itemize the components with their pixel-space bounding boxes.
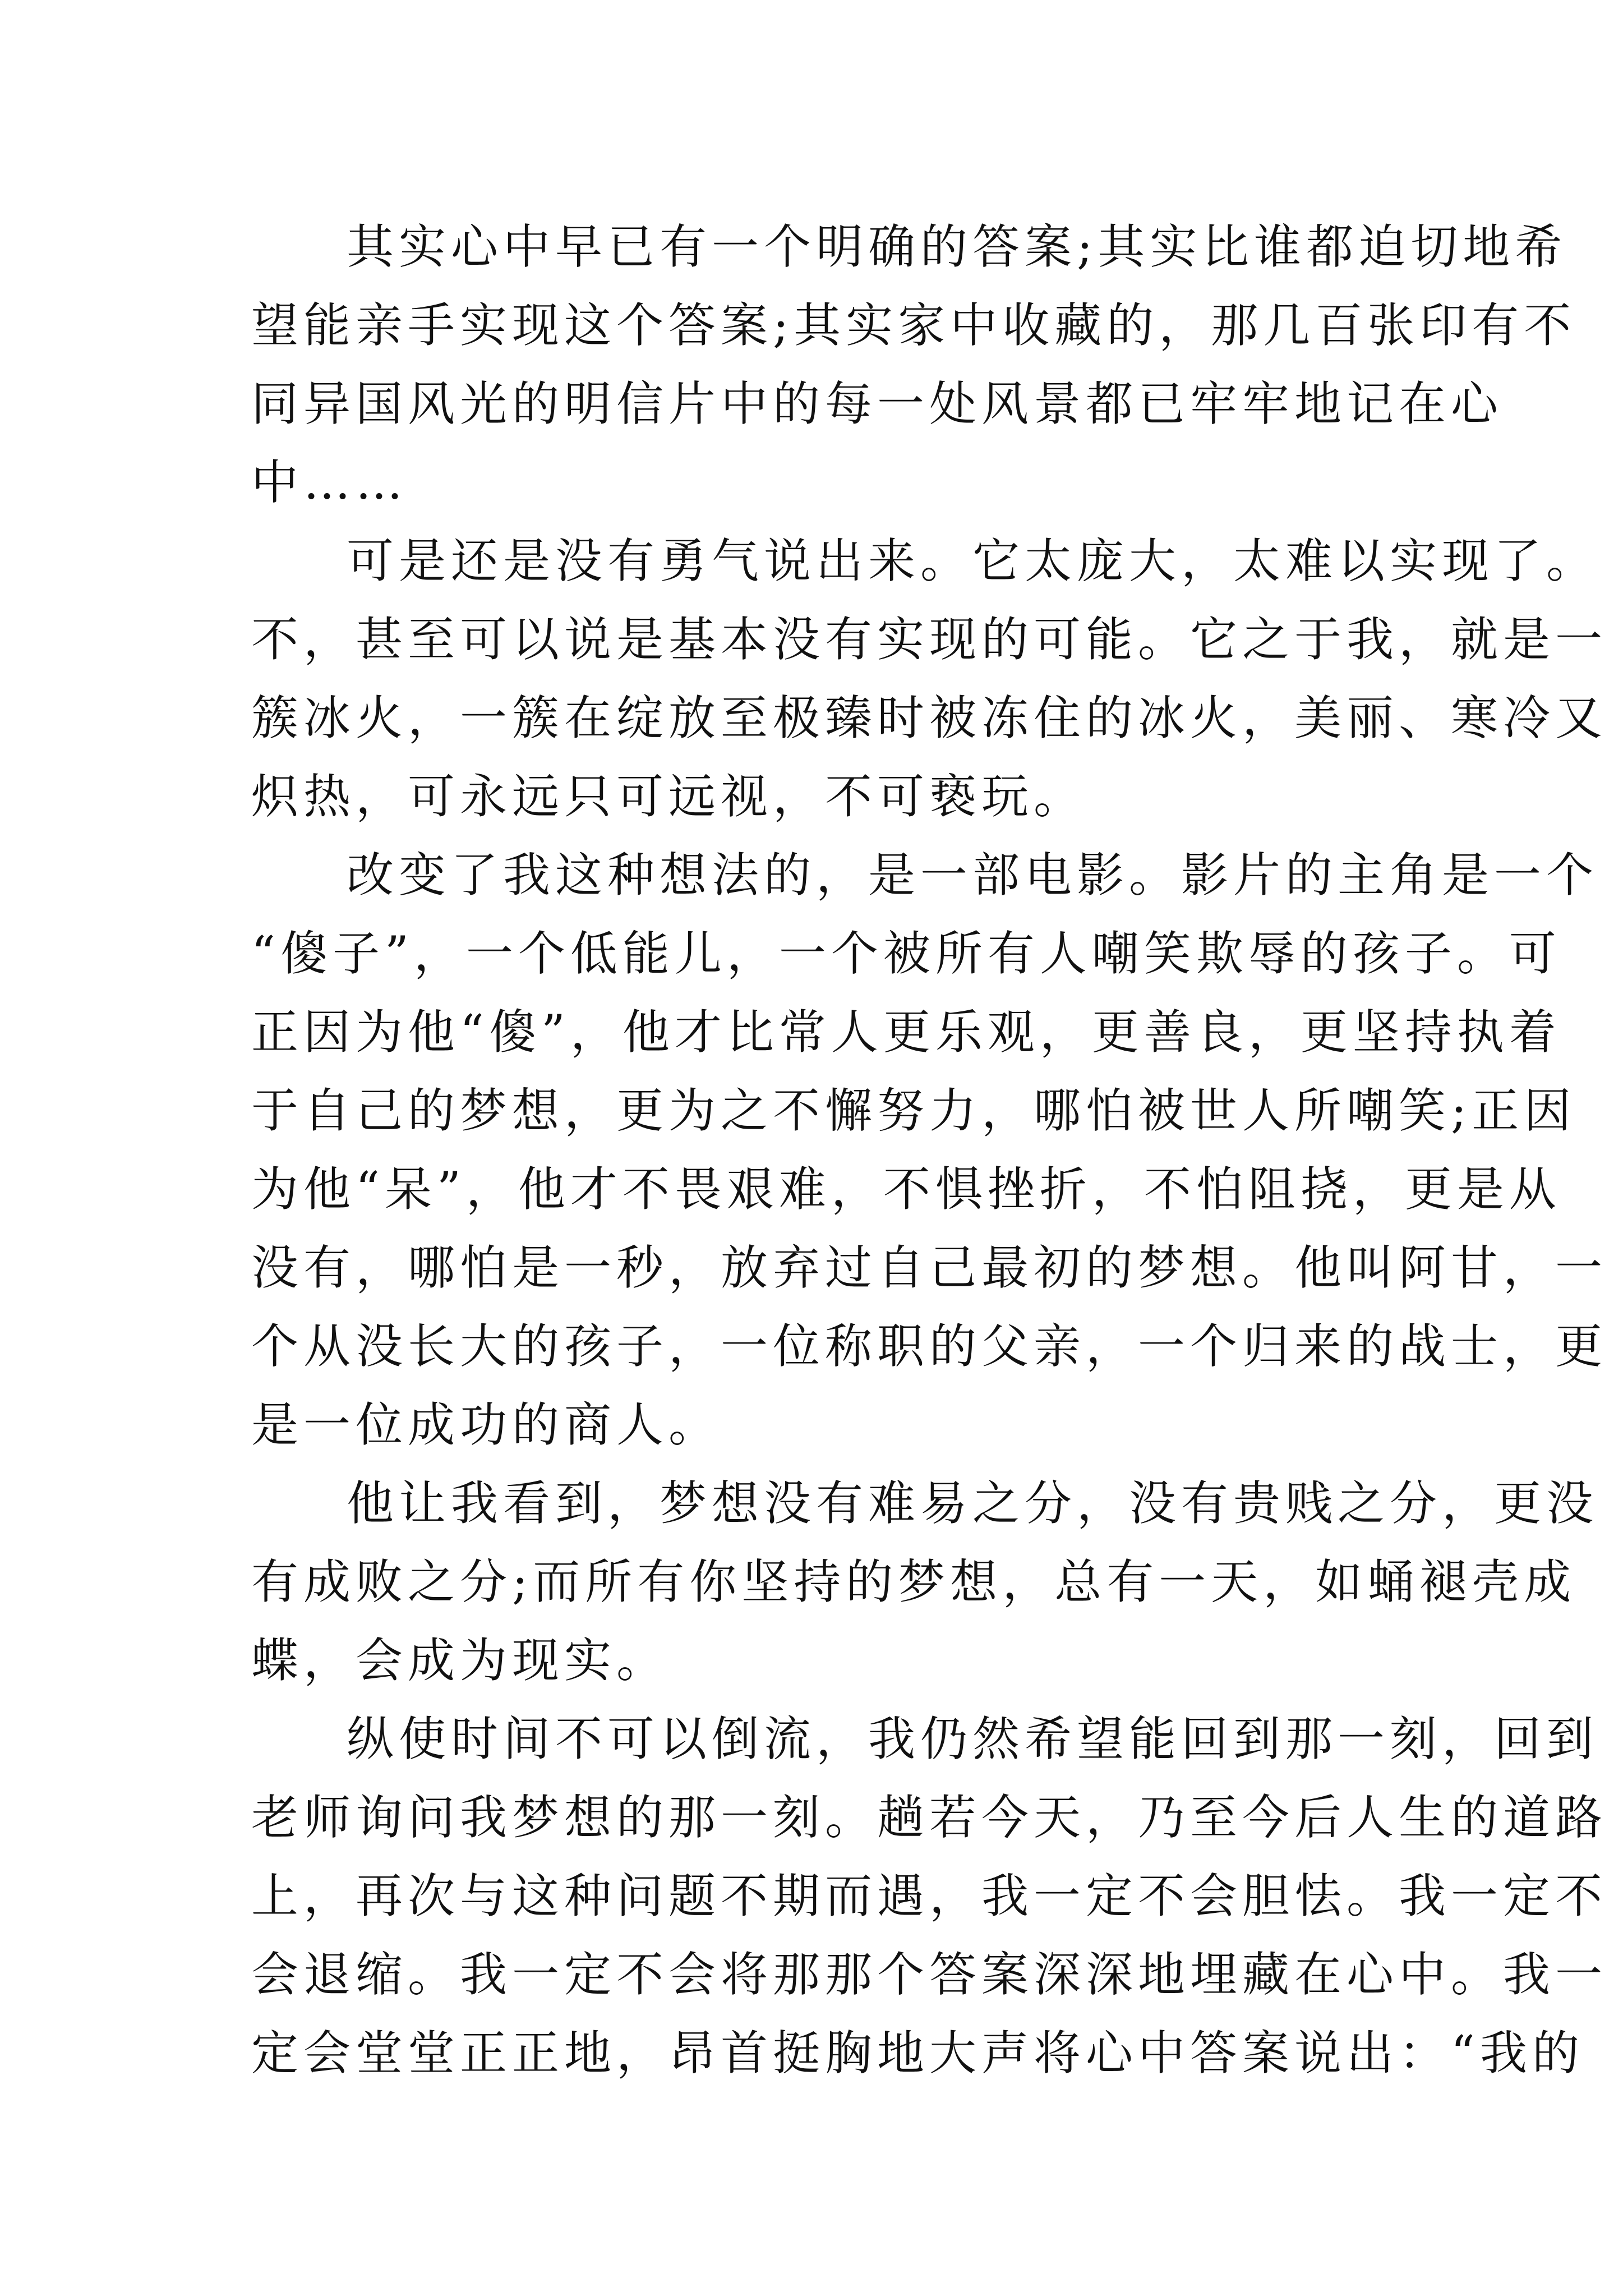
text-line: 是一位成功的商人。 (251, 1397, 721, 1452)
text-line: 有成败之分;而所有你坚持的梦想，总有一天，如蛹褪壳成 (251, 1554, 1576, 1609)
text-line: 同异国风光的明信片中的每一处风景都已牢牢地记在心 (251, 376, 1504, 431)
text-line: 蝶，会成为现实。 (251, 1633, 669, 1688)
text-line: “傻子”，一个低能儿，一个被所有人嘲笑欺辱的孩子。可 (251, 926, 1561, 981)
text-line: 定会堂堂正正地，昂首挺胸地大声将心中答案说出：“我的 (251, 2026, 1584, 2081)
text-line: 没有，哪怕是一秒，放弃过自己最初的梦想。他叫阿甘，一 (251, 1240, 1608, 1295)
body-text (251, 208, 1608, 2092)
text-line: 可是还是没有勇气说出来。它太庞大，太难以实现了。 (347, 533, 1599, 588)
text-line: 簇冰火，一簇在绽放至极臻时被冻住的冰火，美丽、寒冷又 (251, 691, 1608, 746)
text-line: 不，甚至可以说是基本没有实现的可能。它之于我，就是一 (251, 612, 1608, 667)
text-line: 炽热，可永远只可远视，不可亵玩。 (251, 769, 1086, 824)
text-line: 会退缩。我一定不会将那那个答案深深地埋藏在心中。我一 (251, 1947, 1608, 2002)
text-line: 望能亲手实现这个答案;其实家中收藏的，那几百张印有不 (251, 298, 1576, 353)
text-line: 于自己的梦想，更为之不懈努力，哪怕被世人所嘲笑;正因 (251, 1083, 1576, 1138)
text-line: 改变了我这种想法的，是一部电影。影片的主角是一个 (347, 848, 1599, 903)
text-line: 中…… (251, 455, 408, 510)
text-line: 其实心中早已有一个明确的答案;其实比谁都迫切地希 (347, 219, 1567, 274)
text-line: 纵使时间不可以倒流，我仍然希望能回到那一刻，回到 (347, 1711, 1599, 1766)
text-line: 老师询问我梦想的那一刻。趟若今天，乃至今后人生的道路 (251, 1790, 1608, 1845)
text-line: 为他“呆”，他才不畏艰难，不惧挫折，不怕阻挠，更是从 (251, 1162, 1561, 1217)
text-line: 个从没长大的孩子，一位称职的父亲，一个归来的战士，更 (251, 1319, 1608, 1374)
text-line: 上，再次与这种问题不期而遇，我一定不会胆怯。我一定不 (251, 1869, 1608, 1924)
text-line: 他让我看到，梦想没有难易之分，没有贵贱之分，更没 (347, 1476, 1599, 1531)
text-line: 正因为他“傻”，他才比常人更乐观，更善良，更坚持执着 (251, 1005, 1561, 1060)
